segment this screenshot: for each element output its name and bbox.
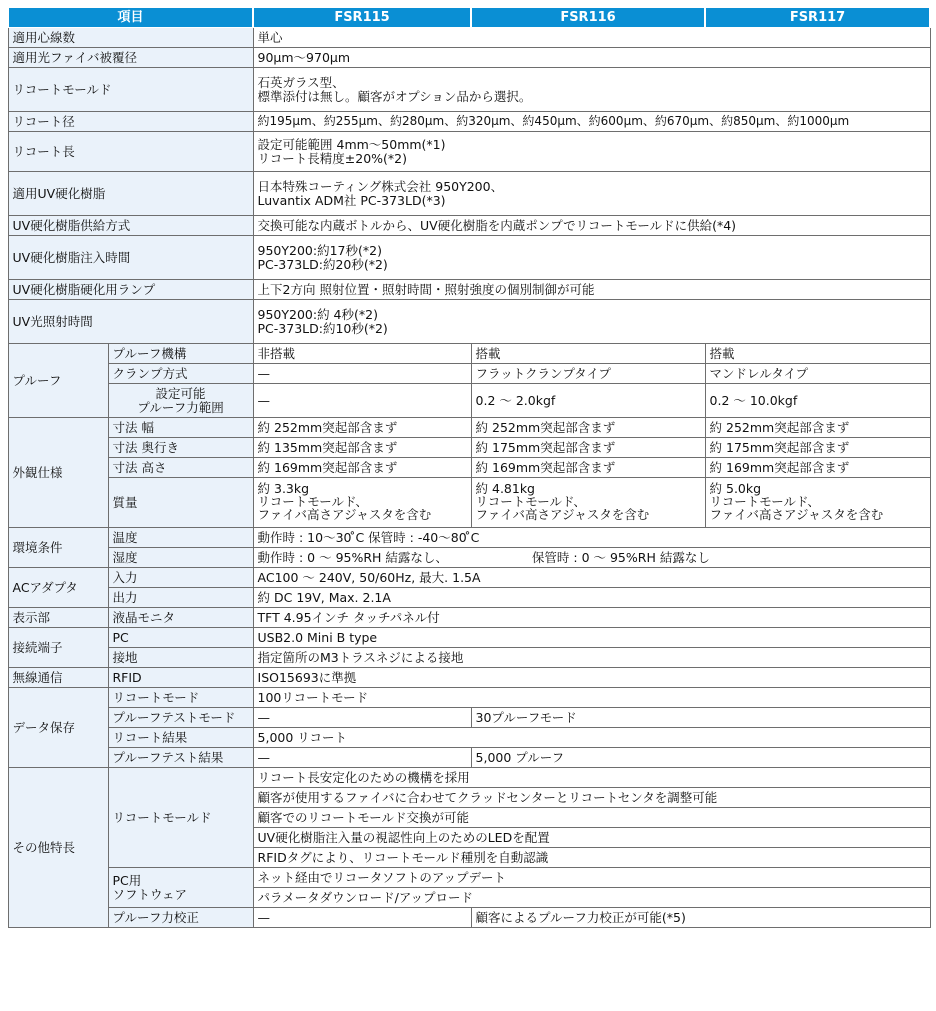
row-proof-mechanism [8,344,930,364]
mass-fsr115-line3: ファイバ高さアジャスタを含む [257,506,432,522]
value-mold-line1: 石英ガラス型、 [257,74,345,90]
width-fsr117: 約 252mm突起部含まず [705,418,930,438]
mass-fsr115-line2: リコートモールド、 [257,494,368,510]
value-recoat-mode: 100リコートモード [253,688,930,708]
row-depth [8,438,930,458]
value-adapter-input: AC100 〜 240V, 50/60Hz, 最大. 1.5A [253,568,930,588]
proof-clamp-fsr117: マンドレルタイプ [705,364,930,384]
sub-adapter-output: 出力 [108,588,253,608]
sub-depth: 寸法 奥行き [108,438,253,458]
proof-mechanism-fsr116: 搭載 [471,344,705,364]
proof-force-fsr116: 0.2 〜 2.0kgf [471,384,705,418]
label-uv-time: UV光照射時間 [8,300,253,344]
row-adapter-output [8,588,930,608]
sub-wireless: RFID [108,668,253,688]
feature-software-item: パラメータダウンロード/アップロード [253,888,930,908]
row-connector-pc [8,628,930,648]
label-environment: 環境条件 [8,528,108,568]
feature-mold-item: リコート長安定化のための機構を採用 [253,768,930,788]
value-connector-ground: 指定箇所のM3トラスネジによる接地 [253,648,930,668]
value-temperature: 動作時 : 10〜30 ̊C 保管時 : -40〜80 ̊C [253,528,930,548]
feature-mold-item: 顧客が使用するファイバに合わせてクラッドセンターとリコートセンタを調整可能 [253,788,930,808]
label-features: その他特長 [8,768,108,928]
label-mold: リコートモールド [8,68,253,112]
proof-result-fsr115: — [253,748,471,768]
value-uv-time [253,300,930,344]
sub-proof-force-line1: 設定可能 [155,385,206,401]
sub-temperature: 温度 [108,528,253,548]
value-humidity-operating: 動作時 : 0 〜 95%RH 結露なし、 [257,550,448,565]
value-humidity-storage: 保管時 : 0 〜 95%RH 結露なし [531,550,710,565]
proof-clamp-fsr116: フラットクランプタイプ [471,364,705,384]
label-resin: 適用UV硬化樹脂 [8,172,253,216]
height-fsr116: 約 169mm突起部含まず [471,458,705,478]
header-fsr116: FSR116 [471,8,705,28]
value-display: TFT 4.95インチ タッチパネル付 [253,608,930,628]
depth-fsr117: 約 175mm突起部含まず [705,438,930,458]
mass-fsr117 [705,478,930,528]
label-connector: 接続端子 [8,628,108,668]
proof-cal-fsr116-117: 顧客によるプルーフ力校正が可能(*5) [471,908,930,928]
value-uv-time-line2: PC-373LD:約10秒(*2) [257,320,388,336]
value-recoat-len-line1: 設定可能範囲 4mm〜50mm(*1) [257,136,446,152]
label-fiber-count: 適用心線数 [8,28,253,48]
value-mold [253,68,930,112]
row-temperature [8,528,930,548]
label-coating-dia: 適用光ファイバ被覆径 [8,48,253,68]
row-feature-software-1 [8,868,930,888]
mass-fsr116-line3: ファイバ高さアジャスタを含む [475,506,650,522]
row-adapter-input [8,568,930,588]
proof-clamp-fsr115: — [253,364,471,384]
value-mold-line2: 標準添付は無し。顧客がオプション品から選択。 [257,88,532,104]
proof-force-fsr117: 0.2 〜 10.0kgf [705,384,930,418]
sub-feature-proof-cal: プルーフ力校正 [108,908,253,928]
value-recoat-len [253,132,930,172]
proof-force-fsr115: — [253,384,471,418]
sub-feature-software-line1: PC用 [112,872,142,888]
value-recoat-len-line2: リコート長精度±20%(*2) [257,150,407,166]
row-recoat-mode [8,688,930,708]
value-resin [253,172,930,216]
feature-mold-item: 顧客でのリコートモールド交換が可能 [253,808,930,828]
label-proof: プルーフ [8,344,108,418]
header-fsr117: FSR117 [705,8,930,28]
spec-table [7,7,931,928]
row-proof-mode [8,708,930,728]
label-lamp: UV硬化樹脂硬化用ランプ [8,280,253,300]
row-humidity [8,548,930,568]
width-fsr116: 約 252mm突起部含まず [471,418,705,438]
row-proof-result [8,748,930,768]
value-inject-time-line2: PC-373LD:約20秒(*2) [257,256,388,272]
row-connector-ground [8,648,930,668]
row-fiber-count [8,28,930,48]
label-resin-supply: UV硬化樹脂供給方式 [8,216,253,236]
proof-mechanism-fsr117: 搭載 [705,344,930,364]
row-lamp [8,280,930,300]
row-recoat-dia [8,112,930,132]
row-feature-mold-1 [8,768,930,788]
row-uv-time [8,300,930,344]
value-coating-dia: 90μm〜970μm [253,48,930,68]
sub-height: 寸法 高さ [108,458,253,478]
sub-width: 寸法 幅 [108,418,253,438]
sub-proof-result: プルーフテスト結果 [108,748,253,768]
height-fsr117: 約 169mm突起部含まず [705,458,930,478]
sub-feature-software-line2: ソフトウェア [112,886,188,902]
feature-mold-item: UV硬化樹脂注入量の視認性向上のためのLEDを配置 [253,828,930,848]
value-connector-pc: USB2.0 Mini B type [253,628,930,648]
row-height [8,458,930,478]
value-lamp: 上下2方向 照射位置・照射時間・照射強度の個別制御が可能 [253,280,930,300]
feature-mold-item: RFIDタグにより、リコートモールド種別を自動認識 [253,848,930,868]
label-appearance: 外観仕様 [8,418,108,528]
sub-proof-force [108,384,253,418]
mass-fsr116 [471,478,705,528]
sub-adapter-input: 入力 [108,568,253,588]
header-item: 項目 [8,8,253,28]
row-mold [8,68,930,112]
sub-feature-software [108,868,253,908]
sub-proof-force-line2: プルーフ力範囲 [137,399,224,415]
value-wireless: ISO15693に準拠 [253,668,930,688]
sub-connector-pc: PC [108,628,253,648]
mass-fsr117-line2: リコートモールド、 [709,494,820,510]
mass-fsr117-line1: 約 5.0kg [709,481,762,497]
sub-recoat-result: リコート結果 [108,728,253,748]
row-wireless [8,668,930,688]
row-mass [8,478,930,528]
label-inject-time: UV硬化樹脂注入時間 [8,236,253,280]
label-adapter: ACアダプタ [8,568,108,608]
sub-proof-mechanism: プルーフ機構 [108,344,253,364]
value-fiber-count: 単心 [253,28,930,48]
label-datastore: データ保存 [8,688,108,768]
label-recoat-len: リコート長 [8,132,253,172]
proof-mode-fsr115: — [253,708,471,728]
value-resin-line1: 日本特殊コーティング株式会社 950Y200、 [257,178,504,194]
row-proof-force [8,384,930,418]
row-proof-clamp [8,364,930,384]
feature-software-item: ネット経由でリコータソフトのアップデート [253,868,930,888]
sub-humidity: 湿度 [108,548,253,568]
mass-fsr115 [253,478,471,528]
value-resin-supply: 交換可能な内蔵ボトルから、UV硬化樹脂を内蔵ポンプでリコートモールドに供給(*4) [253,216,930,236]
mass-fsr115-line1: 約 3.3kg [257,481,310,497]
mass-fsr116-line2: リコートモールド、 [475,494,586,510]
row-width [8,418,930,438]
label-display: 表示部 [8,608,108,628]
value-recoat-dia: 約195μm、約255μm、約280μm、約320μm、約450μm、約600μm、約670μm、約850μm、約1000μm [253,112,930,132]
depth-fsr116: 約 175mm突起部含まず [471,438,705,458]
value-inject-time-line1: 950Y200:約17秒(*2) [257,242,382,258]
proof-mode-fsr116-117: 30プルーフモード [471,708,930,728]
mass-fsr116-line1: 約 4.81kg [475,481,535,497]
row-display [8,608,930,628]
sub-feature-mold: リコートモールド [108,768,253,868]
proof-result-fsr116-117: 5,000 プルーフ [471,748,930,768]
sub-mass: 質量 [108,478,253,528]
sub-connector-ground: 接地 [108,648,253,668]
sub-recoat-mode: リコートモード [108,688,253,708]
row-coating-dia [8,48,930,68]
proof-mechanism-fsr115: 非搭載 [253,344,471,364]
row-resin [8,172,930,216]
row-recoat-result [8,728,930,748]
value-recoat-result: 5,000 リコート [253,728,930,748]
label-wireless: 無線通信 [8,668,108,688]
proof-cal-fsr115: — [253,908,471,928]
header-fsr115: FSR115 [253,8,471,28]
row-recoat-len [8,132,930,172]
sub-display: 液晶モニタ [108,608,253,628]
value-uv-time-line1: 950Y200:約 4秒(*2) [257,306,378,322]
value-resin-line2: Luvantix ADM社 PC-373LD(*3) [257,192,446,208]
row-resin-supply [8,216,930,236]
value-adapter-output: 約 DC 19V, Max. 2.1A [253,588,930,608]
value-inject-time [253,236,930,280]
height-fsr115: 約 169mm突起部含まず [253,458,471,478]
row-feature-proof-cal [8,908,930,928]
width-fsr115: 約 252mm突起部含まず [253,418,471,438]
value-humidity [253,548,930,568]
sub-proof-mode: プルーフテストモード [108,708,253,728]
sub-proof-clamp: クランプ方式 [108,364,253,384]
mass-fsr117-line3: ファイバ高さアジャスタを含む [709,506,884,522]
depth-fsr115: 約 135mm突起部含まず [253,438,471,458]
label-recoat-dia: リコート径 [8,112,253,132]
row-inject-time [8,236,930,280]
header-row [8,8,930,28]
